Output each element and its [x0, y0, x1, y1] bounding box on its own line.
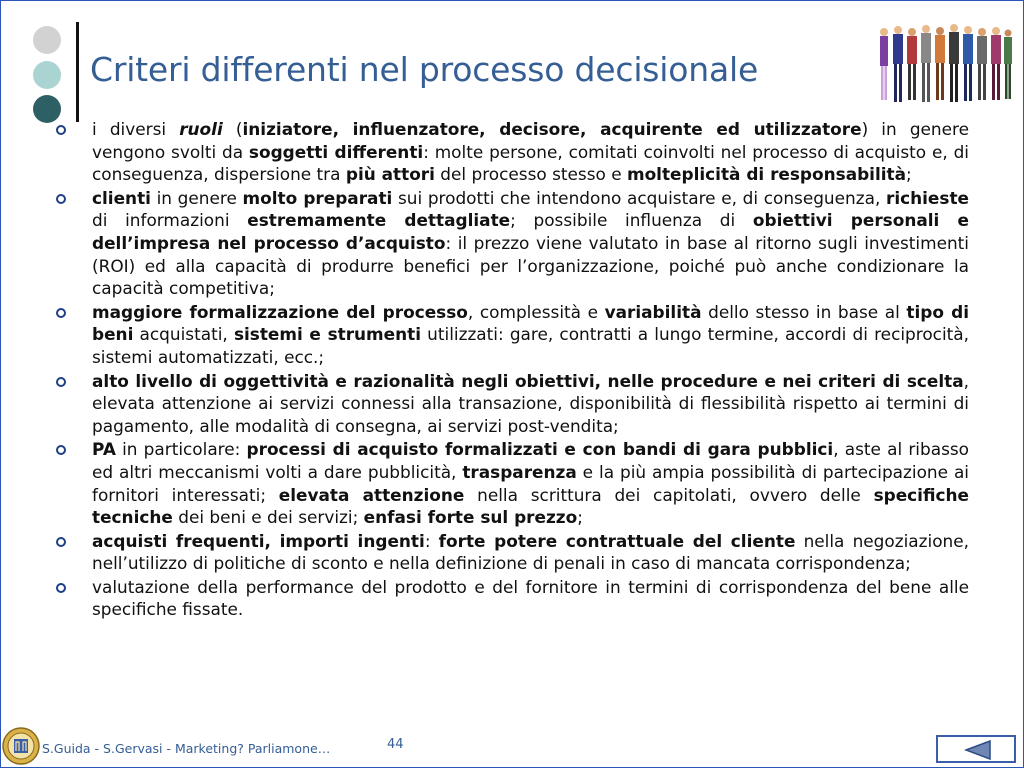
- text-run: acquisti frequenti, importi ingenti: [92, 530, 425, 551]
- text-run: , elevata attenzione ai servizi connessi alla transazione, disponibilità di flessibilità rispetto ai termini di pagamento, alle modalità di consegna, ai servizi post-vendita;: [92, 370, 969, 436]
- text-run: variabilità: [604, 301, 702, 322]
- text-run: dei beni e dei servizi;: [172, 507, 364, 528]
- bullet-ring-icon: [56, 194, 66, 204]
- bullet-item: [55, 370, 969, 438]
- bullet-item: [55, 576, 969, 621]
- bullet-text: [92, 439, 969, 527]
- text-run: richieste: [885, 187, 969, 208]
- text-run: più attori: [345, 164, 435, 185]
- decor-circle-light-gray: [33, 26, 61, 54]
- text-run: in particolare:: [115, 439, 247, 460]
- page-number: 44: [387, 737, 404, 752]
- bullet-item: [55, 301, 969, 369]
- bullet-item: [55, 438, 969, 528]
- text-run: : il prezzo viene valutato in base al ritorno sugli investimenti (ROI) ed alla capacità di produrre benefici per l’organizzazione, poiché può anche condizionare la capacità competitiva;: [92, 232, 969, 299]
- back-button[interactable]: [936, 735, 1016, 763]
- text-run: utilizzati: gare, contratti a lungo termine, accordi di reciprocità, sistemi automatizzati, ecc.;: [92, 324, 969, 367]
- decor-circle-light-teal: [33, 61, 61, 89]
- text-run: sistemi e strumenti: [233, 324, 421, 345]
- text-run: clienti: [92, 187, 151, 208]
- text-run: (: [222, 119, 243, 139]
- text-run: trasparenza: [462, 461, 577, 482]
- text-run: acquistati,: [133, 324, 234, 345]
- slide-footer: [0, 725, 1024, 768]
- text-run: nella negoziazione, nell’utilizzo di politiche di sconto e nella definizione di penali in caso di mancata corrispondenza;: [92, 530, 969, 574]
- text-run: valutazione della performance del prodotto e del fornitore in termini di corrispondenza del bene alle specifiche fissate.: [92, 576, 969, 620]
- text-run: , aste al ribasso ed altri meccanismi volti a dare pubblicità,: [92, 439, 970, 482]
- bullet-item: [55, 530, 969, 575]
- text-run: , complessità e: [467, 301, 605, 322]
- university-seal-icon: [2, 727, 40, 765]
- text-run: maggiore formalizzazione del processo: [92, 301, 468, 322]
- bullet-list: [55, 118, 969, 621]
- bullet-item: [55, 118, 969, 186]
- text-run: forte potere contrattuale del cliente: [438, 530, 796, 551]
- text-run: nella scrittura dei capitolati, ovvero delle: [464, 484, 874, 505]
- text-run: processi di acquisto formalizzati e con bandi di gara pubblici: [246, 439, 834, 460]
- bullet-text: [92, 119, 969, 184]
- bullet-ring-icon: [56, 377, 66, 387]
- bullet-text: [92, 577, 969, 620]
- text-run: ruoli: [179, 119, 223, 139]
- text-run: elevata attenzione: [278, 484, 465, 505]
- text-run: specifiche tecniche: [92, 484, 969, 528]
- bullet-text: [92, 302, 969, 367]
- text-run: molteplicità di responsabilità: [626, 164, 907, 185]
- text-run: e la più ampia possibilità di partecipazione ai fornitori interessati;: [92, 461, 969, 505]
- text-run: ) in genere vengono svolti da: [92, 119, 969, 162]
- bullet-ring-icon: [56, 445, 66, 455]
- text-run: estremamente dettagliate: [247, 210, 511, 231]
- bullet-text: [92, 188, 969, 298]
- text-run: i diversi: [92, 119, 180, 139]
- text-run: di informazioni: [92, 210, 248, 231]
- text-run: sui prodotti che intendono acquistare e, di conseguenza,: [392, 187, 886, 208]
- back-arrow-icon: [964, 740, 992, 760]
- text-run: iniziatore, influenzatore, decisore, acquirente ed utilizzatore: [242, 119, 862, 139]
- text-run: : molte persone, comitati coinvolti nel processo di acquisto e, di conseguenza, dispersione tra: [92, 141, 969, 185]
- slide-title: Criteri differenti nel processo decisionale: [90, 50, 759, 89]
- text-run: dello stesso in base al: [701, 301, 907, 322]
- text-run: :: [424, 530, 439, 551]
- text-run: enfasi forte sul prezzo: [363, 507, 578, 528]
- footer-credits: S.Guida - S.Gervasi - Marketing? Parliamone…: [42, 741, 331, 756]
- text-run: alto livello di oggettività e razionalità negli obiettivi, nelle procedure e nei criteri di scelta: [92, 370, 964, 391]
- title-divider: [76, 22, 79, 122]
- text-run: del processo stesso e: [434, 164, 627, 185]
- text-run: ;: [906, 164, 912, 185]
- text-run: in genere: [150, 187, 243, 208]
- text-run: molto preparati: [242, 187, 393, 208]
- bullet-item: [55, 187, 969, 300]
- text-run: ; possibile influenza di: [510, 210, 753, 231]
- text-run: soggetti differenti: [248, 141, 424, 162]
- text-run: PA: [92, 439, 116, 460]
- text-run: ;: [577, 507, 583, 528]
- bullet-text: [92, 531, 969, 574]
- bullet-ring-icon: [56, 583, 66, 593]
- business-people-illustration: [874, 22, 1014, 108]
- bullet-ring-icon: [56, 125, 66, 135]
- bullet-text: [92, 371, 969, 436]
- text-run: obiettivi personali e dell’impresa nel processo d’acquisto: [92, 210, 969, 253]
- slide-body: [55, 118, 969, 622]
- bullet-ring-icon: [56, 537, 66, 547]
- bullet-ring-icon: [56, 308, 66, 318]
- text-run: tipo di beni: [92, 301, 969, 345]
